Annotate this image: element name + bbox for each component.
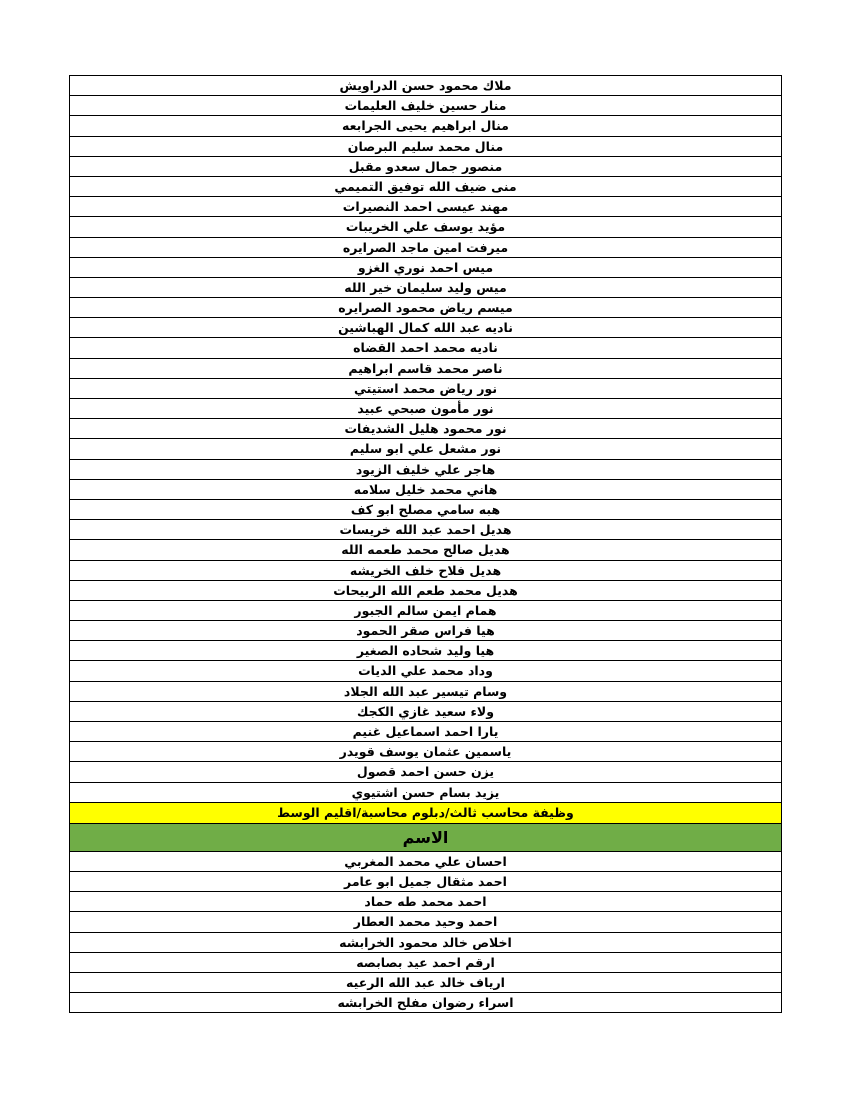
table-row: نور مشعل علي ابو سليم <box>70 438 781 458</box>
table-row: مؤيد يوسف علي الخريبات <box>70 216 781 236</box>
table-row: هيا فراس صقر الحمود <box>70 620 781 640</box>
table-row: هبه سامي مصلح ابو كف <box>70 499 781 519</box>
table-row: وسام تيسير عبد الله الجلاد <box>70 681 781 701</box>
table-row: منصور جمال سعدو مقبل <box>70 156 781 176</box>
table-row: ميرفت امين ماجد الصرايره <box>70 237 781 257</box>
table-row: احمد وحيد محمد العطار <box>70 911 781 931</box>
table-row: منال ابراهيم يحيى الجرابعه <box>70 115 781 135</box>
table-row: منار حسين خليف العليمات <box>70 95 781 115</box>
table-row: احمد محمد طه حماد <box>70 891 781 911</box>
table-row: نور رياض محمد استيتي <box>70 378 781 398</box>
table-row: ملاك محمود حسن الدراويش <box>70 75 781 95</box>
table-row: نور محمود هليل الشديفات <box>70 418 781 438</box>
table-row: احسان علي محمد المغربي <box>70 851 781 871</box>
table-row: اخلاص خالد محمود الخرابشه <box>70 932 781 952</box>
table-row: منى ضيف الله توفيق التميمي <box>70 176 781 196</box>
column-header-name: الاسم <box>70 823 781 851</box>
table-row: هديل صالح محمد طعمه الله <box>70 539 781 559</box>
section-title: وظيفة محاسب ثالث/دبلوم محاسبة/اقليم الوسط <box>70 802 781 823</box>
names-list-part1 <box>70 75 781 802</box>
table-row: ميس احمد نوري الغزو <box>70 257 781 277</box>
table-row: مهند عيسى احمد النصيرات <box>70 196 781 216</box>
names-list-part2 <box>70 851 781 1013</box>
names-table <box>69 75 782 1013</box>
table-row: هاجر علي خليف الزيود <box>70 459 781 479</box>
table-row: ناديه عبد الله كمال الهباشين <box>70 317 781 337</box>
table-row: ميسم رياض محمود الصرايره <box>70 297 781 317</box>
table-row: اسراء رضوان مفلح الخرابشه <box>70 992 781 1012</box>
table-row: وداد محمد علي الديات <box>70 660 781 680</box>
table-row: هديل احمد عبد الله خريسات <box>70 519 781 539</box>
table-row: ارياف خالد عبد الله الرعيه <box>70 972 781 992</box>
table-row: منال محمد سليم البرصان <box>70 136 781 156</box>
table-row: يزن حسن احمد قصول <box>70 761 781 781</box>
table-row: ناديه محمد احمد القضاه <box>70 337 781 357</box>
table-row: ياسمين عثمان يوسف قويدر <box>70 741 781 761</box>
table-row: هاني محمد خليل سلامه <box>70 479 781 499</box>
table-row: هديل فلاح خلف الخريشه <box>70 560 781 580</box>
table-row: هديل محمد طعم الله الربيحات <box>70 580 781 600</box>
table-row: يارا احمد اسماعيل غنيم <box>70 721 781 741</box>
table-row: همام ايمن سالم الجبور <box>70 600 781 620</box>
table-row: ارقم احمد عيد بصابصه <box>70 952 781 972</box>
table-row: نور مأمون صبحي عبيد <box>70 398 781 418</box>
table-row: هيا وليد شحاده الصغير <box>70 640 781 660</box>
table-row: ولاء سعيد غازي الكجك <box>70 701 781 721</box>
table-row: يزيد بسام حسن اشتيوي <box>70 782 781 802</box>
table-row: ميس وليد سليمان خير الله <box>70 277 781 297</box>
table-row: احمد مثقال جميل ابو عامر <box>70 871 781 891</box>
table-row: ناصر محمد قاسم ابراهيم <box>70 358 781 378</box>
